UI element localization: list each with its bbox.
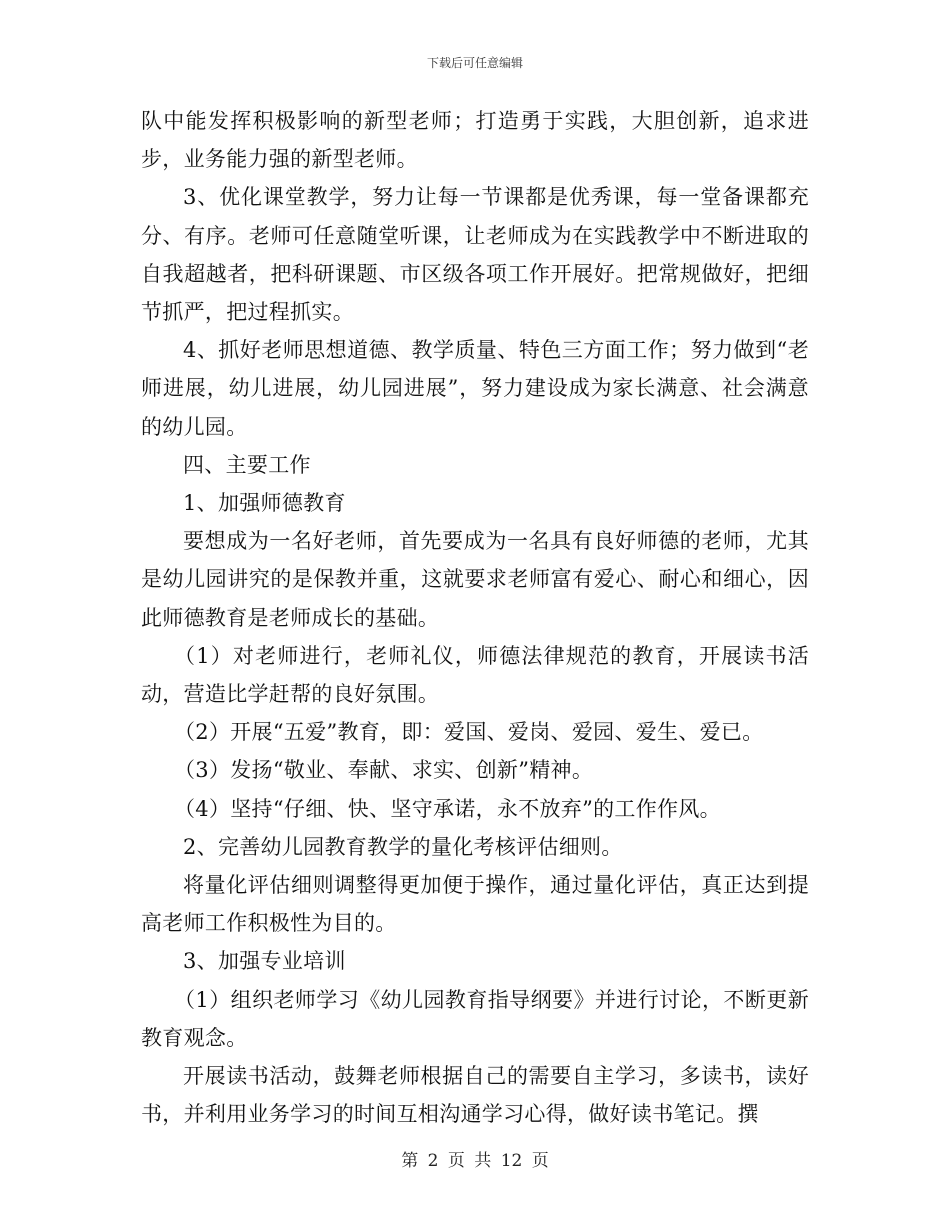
paragraph: 开展读书活动，鼓舞老师根据自己的需要自主学习，多读书，读好书，并利用业务学习的时间互相沟通学习心得，做好读书笔记。撰	[141, 1064, 809, 1127]
list-item: （1）对老师进行，老师礼仪，师德法律规范的教育，开展读书活动，营造比学赶帮的良好氛围。	[141, 643, 809, 707]
subsection-heading: 3、加强专业培训	[183, 949, 346, 974]
page-footer: 第 2 页 共 12 页	[401, 1151, 549, 1171]
paragraph: 将量化评估细则调整得更加便于操作，通过量化评估，真正达到提高老师工作积极性为目的。	[141, 873, 809, 936]
paragraph: 3、优化课堂教学，努力让每一节课都是优秀课，每一堂备课都充分、有序。老师可任意随堂听课，让老师成为在实践教学中不断进取的自我超越者，把科研课题、市区级各项工作开展好。把常规做好，把细节抓严，把过程抓实。	[141, 185, 809, 325]
list-item: （4）坚持“仔细、快、坚守承诺，永不放弃”的工作作风。	[174, 796, 721, 821]
list-item: （1）组织老师学习《幼儿园教育指导纲要》并进行讨论，不断更新教育观念。	[141, 987, 809, 1050]
subsection-heading: 1、加强师德教育	[183, 491, 346, 516]
list-item: （3）发扬“敬业、奉献、求实、创新”精神。	[174, 758, 594, 783]
subsection-heading: 2、完善幼儿园教育教学的量化考核评估细则。	[183, 834, 623, 859]
list-item: （2）开展“五爱”教育，即：爱国、爱岗、爱园、爱生、爱已。	[174, 720, 764, 745]
document-body	[141, 102, 809, 1133]
section-heading: 四、主要工作	[183, 452, 311, 477]
paragraph: 队中能发挥积极影响的新型老师；打造勇于实践，大胆创新，追求进步，业务能力强的新型老师。	[141, 109, 809, 172]
page-header: 下载后可任意编辑	[426, 56, 523, 70]
paragraph: 要想成为一名好老师，首先要成为一名具有良好师德的老师，尤其是幼儿园讲究的是保教并重，这就要求老师富有爱心、耐心和细心，因此师德教育是老师成长的基础。	[141, 529, 809, 630]
paragraph: 4、抓好老师思想道德、教学质量、特色三方面工作；努力做到“老师进展，幼儿进展，幼儿园进展”，努力建设成为家长满意、社会满意的幼儿园。	[141, 338, 809, 439]
